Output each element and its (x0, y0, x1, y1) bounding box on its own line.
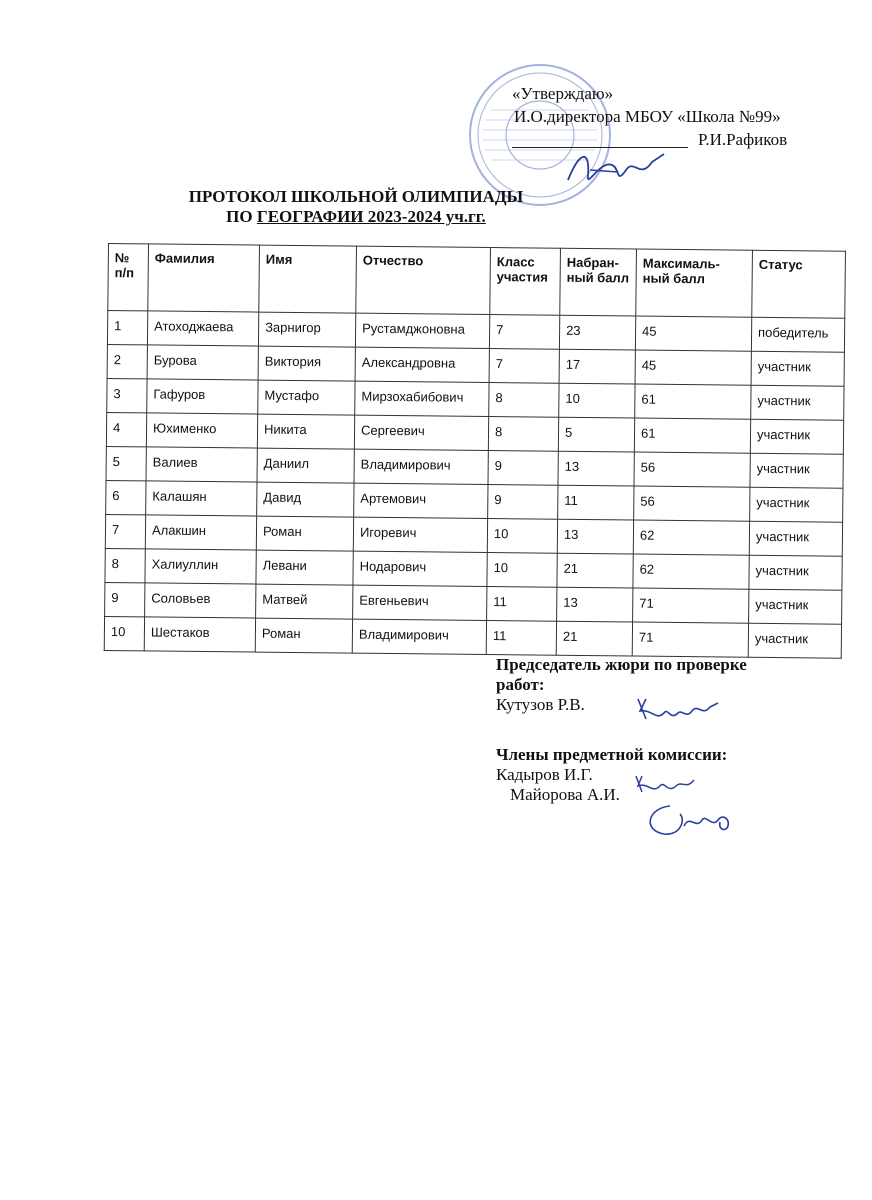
cell-status: участник (751, 385, 844, 420)
cell-grade: 7 (489, 315, 559, 350)
cell-score: 21 (557, 553, 633, 588)
cell-status: участник (750, 419, 843, 454)
cell-status: участник (748, 623, 841, 658)
cell-patronymic: Рустамджоновна (355, 313, 489, 348)
table-row (104, 616, 841, 658)
cell-grade: 11 (487, 586, 557, 621)
cell-grade: 9 (488, 484, 558, 519)
cell-status: участник (749, 555, 842, 590)
cell-number: 9 (105, 582, 145, 616)
cell-score: 21 (556, 621, 632, 656)
cell-name: Матвей (256, 584, 353, 619)
cell-score: 23 (559, 315, 635, 350)
cell-name: Зарнигор (258, 312, 355, 347)
header-number: № п/п (108, 244, 149, 311)
cell-surname: Гафуров (147, 379, 258, 414)
cell-status: участник (751, 351, 844, 386)
cell-status: участник (749, 521, 842, 556)
cell-number: 4 (106, 412, 146, 446)
cell-max-score: 56 (634, 486, 750, 521)
cell-grade: 10 (487, 518, 557, 553)
table-header-row (108, 244, 846, 319)
cell-surname: Халиуллин (145, 549, 256, 584)
cell-max-score: 56 (634, 452, 750, 487)
cell-grade: 8 (489, 382, 559, 417)
cell-max-score: 61 (634, 418, 750, 453)
protocol-title: ПРОТОКОЛ ШКОЛЬНОЙ ОЛИМПИАДЫ (188, 187, 524, 206)
header-score: Набран-ный балл (560, 248, 637, 316)
jury-chair-title-line2: работ: (496, 675, 545, 694)
chair-signature (632, 693, 722, 729)
cell-max-score: 62 (633, 520, 749, 555)
header-surname: Фамилия (148, 244, 260, 312)
member-name-1: Кадыров И.Г. (496, 765, 593, 784)
cell-patronymic: Владимирович (354, 449, 488, 484)
cell-patronymic: Александровна (355, 347, 489, 382)
header-grade: Класс участия (490, 248, 561, 316)
cell-number: 5 (106, 446, 146, 480)
cell-number: 1 (107, 311, 147, 345)
member-row-1 (496, 765, 747, 785)
table-body (104, 311, 845, 659)
cell-patronymic: Игоревич (353, 517, 487, 552)
cell-grade: 10 (487, 552, 557, 587)
cell-status: участник (749, 589, 842, 624)
header-name: Имя (259, 245, 357, 313)
cell-patronymic: Сергеевич (354, 415, 488, 450)
cell-max-score: 45 (635, 350, 751, 385)
cell-number: 10 (104, 616, 144, 650)
cell-max-score: 71 (632, 622, 748, 657)
subtitle-prefix: ПО (226, 207, 257, 226)
approve-word: «Утверждаю» (512, 84, 614, 103)
member-2-signature (640, 800, 735, 840)
cell-patronymic: Артемович (354, 483, 488, 518)
cell-max-score: 62 (633, 554, 749, 589)
cell-status: участник (750, 487, 843, 522)
cell-score: 10 (559, 383, 635, 418)
cell-surname: Валиев (146, 447, 257, 482)
cell-name: Даниил (257, 448, 354, 483)
cell-name: Виктория (258, 346, 355, 381)
cell-number: 3 (107, 378, 147, 412)
cell-name: Мустафо (258, 380, 355, 415)
director-position: И.О.директора МБОУ «Школа №99» (514, 107, 781, 126)
cell-surname: Шестаков (144, 617, 255, 652)
director-name: Р.И.Рафиков (698, 130, 788, 149)
cell-score: 13 (557, 519, 633, 554)
cell-max-score: 45 (635, 316, 751, 351)
cell-number: 8 (105, 548, 145, 582)
cell-score: 17 (559, 349, 635, 384)
cell-score: 11 (558, 485, 634, 520)
header-status: Статус (752, 250, 846, 318)
commission-title: Члены предметной комиссии: (496, 745, 728, 764)
cell-patronymic: Владимирович (352, 619, 486, 654)
cell-name: Левани (256, 550, 353, 585)
cell-name: Давид (257, 482, 354, 517)
cell-surname: Атоходжаева (147, 311, 258, 346)
protocol-subtitle (0, 207, 792, 227)
cell-surname: Соловьев (145, 583, 256, 618)
cell-grade: 11 (486, 620, 556, 655)
cell-grade: 9 (488, 450, 558, 485)
jury-chair-title-line1: Председатель жюри по проверке (496, 655, 747, 674)
cell-patronymic: Мирзохабибович (355, 381, 489, 416)
jury-block (496, 655, 747, 805)
cell-name: Никита (257, 414, 354, 449)
cell-number: 2 (107, 344, 147, 378)
results-table (104, 243, 846, 659)
member-1-signature (632, 770, 702, 800)
cell-name: Роман (256, 516, 353, 551)
jury-chair-name: Кутузов Р.В. (496, 695, 585, 714)
cell-surname: Бурова (147, 345, 258, 380)
cell-max-score: 71 (633, 588, 749, 623)
cell-patronymic: Нодарович (353, 551, 487, 586)
header-max-score: Максималь-ный балл (636, 249, 753, 317)
cell-surname: Калашян (146, 481, 257, 516)
cell-max-score: 61 (635, 384, 751, 419)
cell-grade: 8 (488, 416, 558, 451)
cell-number: 7 (105, 514, 145, 548)
cell-number: 6 (106, 480, 146, 514)
cell-score: 5 (558, 417, 634, 452)
cell-name: Роман (255, 618, 352, 653)
cell-surname: Алакшин (145, 515, 256, 550)
cell-grade: 7 (489, 348, 559, 383)
cell-patronymic: Евгеньевич (353, 585, 487, 620)
cell-score: 13 (558, 451, 634, 486)
cell-score: 13 (557, 587, 633, 622)
cell-surname: Юхименко (146, 413, 257, 448)
header-patronymic: Отчество (356, 246, 491, 314)
subtitle-subject: ГЕОГРАФИИ 2023-2024 уч.гг. (256, 207, 486, 226)
cell-status: победитель (751, 317, 844, 352)
cell-status: участник (750, 453, 843, 488)
member-name-2: Майорова А.И. (510, 785, 620, 804)
